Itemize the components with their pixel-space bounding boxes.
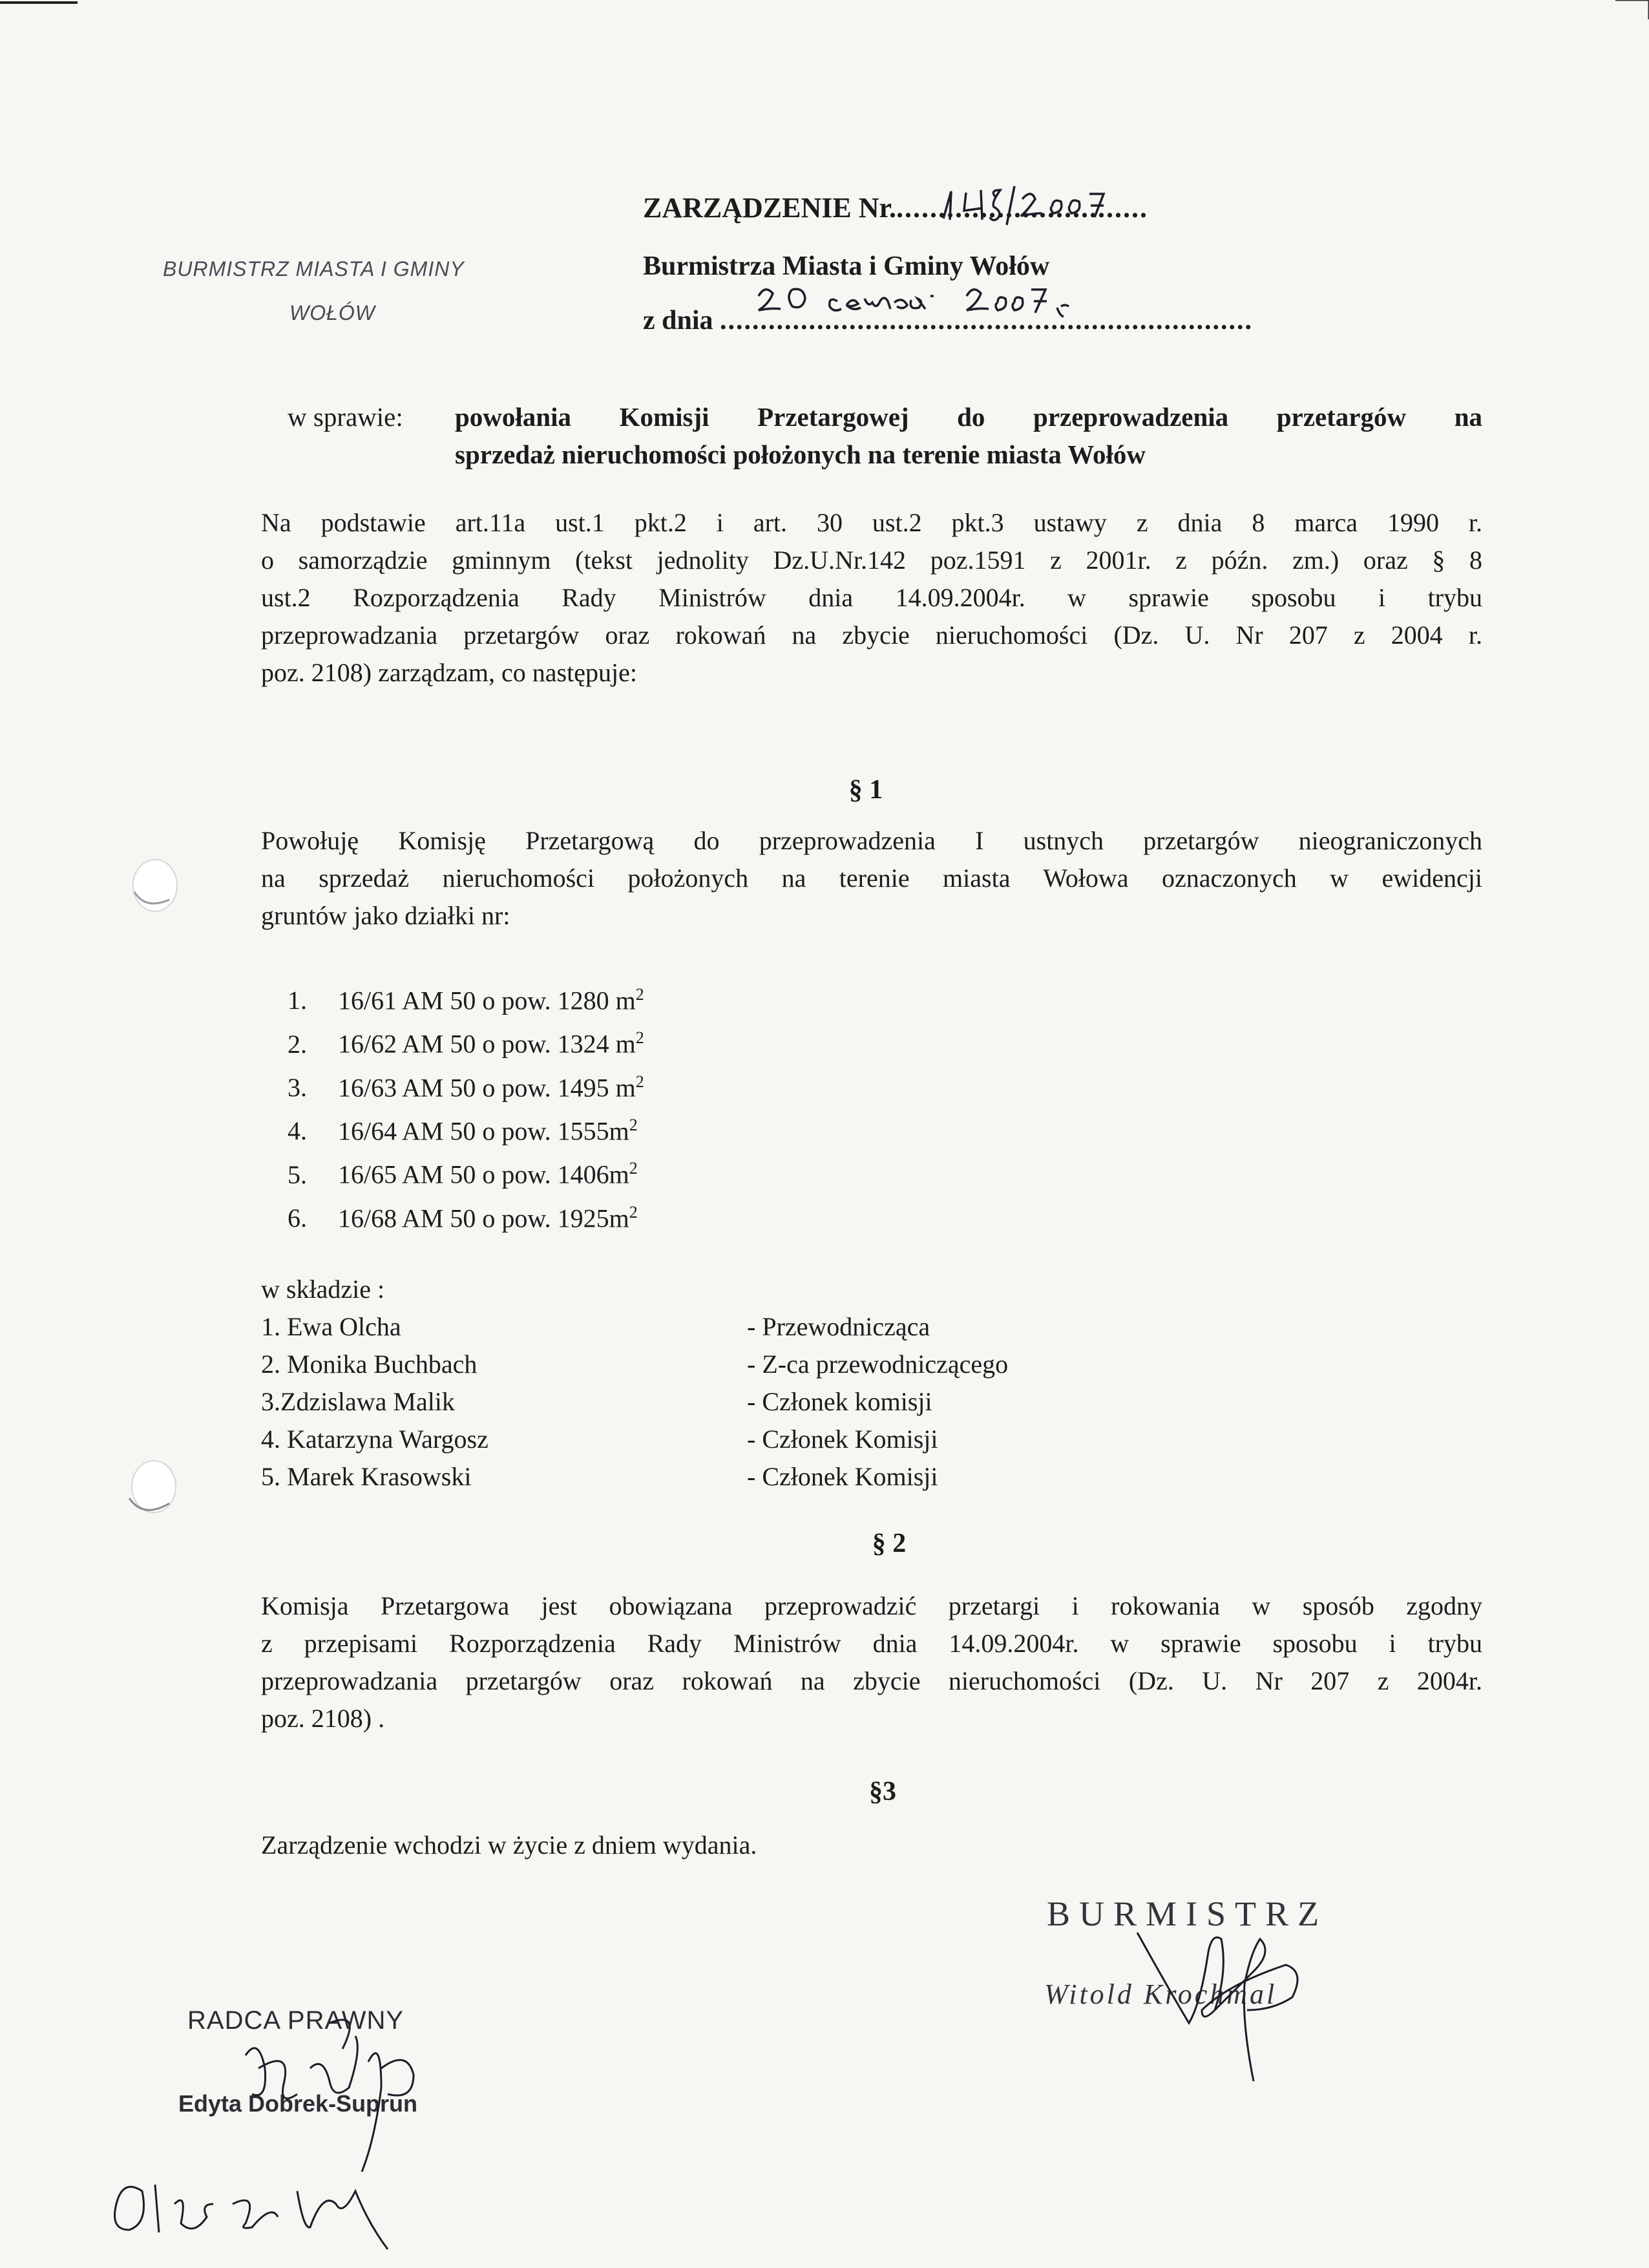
plot-list <box>288 976 644 1237</box>
member-name: 1. Ewa Olcha <box>261 1312 401 1341</box>
preamble-line: przeprowadzania przetargów oraz rokowań na zbycie nieruchomości (Dz. U. Nr 207 z 2004 r. <box>261 620 1482 650</box>
member-name: 4. Katarzyna Wargosz <box>261 1425 488 1454</box>
member-name: 5. Marek Krasowski <box>261 1462 472 1491</box>
handwritten-initials <box>103 2165 401 2262</box>
date-dots: .................................................................. <box>720 306 1254 335</box>
mayor-title: BURMISTRZ <box>1047 1894 1329 1933</box>
list-item: 2. 16/62 AM 50 o pow. 1324 $m^2$ <box>288 1028 644 1059</box>
punch-hole-bottom <box>132 1461 176 1512</box>
preamble <box>261 504 1482 692</box>
member-name: 2. Monika Buchbach <box>261 1350 478 1379</box>
member-roles <box>747 1308 1008 1496</box>
preamble-line: Na podstawie art.11a ust.1 pkt.2 i art. 30 ust.2 pkt.3 ustawy z dnia 8 marca 1990 r. <box>261 508 1482 537</box>
member-role: - Członek Komisji <box>747 1425 938 1454</box>
section-1-paragraph <box>261 822 1482 935</box>
paragraph-line: Powołuję Komisję Przetargową do przeprowadzenia I ustnych przetargów nieograniczonych <box>261 826 1482 855</box>
preamble-line: ust.2 Rozporządzenia Rady Ministrów dnia 14.09.2004r. w sprawie sposobu i trybu <box>261 583 1482 612</box>
mayor-name: Witold Krochmal <box>1044 1978 1277 2010</box>
paragraph-line: z przepisami Rozporządzenia Rady Ministrów dnia 14.09.2004r. w sprawie sposobu i trybu <box>261 1629 1482 1658</box>
list-item: 4. 16/64 AM 50 o pow. $1555m^2$ <box>288 1115 638 1146</box>
handwritten-number <box>930 173 1189 231</box>
preamble-line: o samorządzie gminnym (tekst jednolity Dz.U.Nr.142 poz.1591 z 2001r. z późn. zm.) oraz § 8 <box>261 546 1482 575</box>
issuer-name: Burmistrza Miasta i Gminy Wołów <box>643 251 1050 281</box>
member-role: - Członek komisji <box>747 1387 932 1416</box>
member-names <box>261 1308 488 1496</box>
section-2-heading: § 2 <box>872 1529 907 1558</box>
member-role: - Z-ca przewodniczącego <box>747 1350 1009 1379</box>
paragraph-line: gruntów jako działki nr: <box>261 901 510 930</box>
paragraph-line: poz. 2108) . <box>261 1704 385 1733</box>
handwritten-date <box>750 270 1176 328</box>
composition-label: w składzie : <box>261 1275 385 1304</box>
counsel-signature <box>220 2010 478 2178</box>
paragraph-line: na sprzedaż nieruchomości położonych na terenie miasta Wołowa oznaczonych w ewidencji <box>261 864 1482 893</box>
member-role: - Przewodnicząca <box>747 1312 930 1341</box>
issuer-stamp-line2: WOŁÓW <box>289 301 375 324</box>
list-item: 1. 16/61 AM 50 o pow. 1280 $m^2$ <box>288 985 644 1015</box>
member-role: - Członek Komisji <box>747 1462 938 1491</box>
date-prefix: z dnia <box>643 306 713 335</box>
section-3-paragraph: Zarządzenie wchodzi w życie z dniem wydania. <box>261 1830 757 1860</box>
title-dots: .............................. <box>896 192 1149 224</box>
mayor-signature <box>1124 1913 1344 2094</box>
preamble-line: poz. 2108) zarządzam, co następuje: <box>261 658 637 687</box>
list-item: 5. 16/65 AM 50 o pow. $1406m^2$ <box>288 1159 638 1189</box>
section-2-paragraph <box>261 1587 1482 1737</box>
member-name: 3.Zdzislawa Malik <box>261 1387 455 1416</box>
list-item: 3. 16/63 AM 50 o pow. 1495 $m^2$ <box>288 1072 644 1102</box>
section-1-heading: § 1 <box>848 775 883 805</box>
paragraph-line: przeprowadzania przetargów oraz rokowań na zbycie nieruchomości (Dz. U. Nr 207 z 2004r. <box>261 1666 1482 1695</box>
counsel-title: RADCA PRAWNY <box>187 2006 404 2035</box>
subject-line2: sprzedaż nieruchomości położonych na terenie miasta Wołów <box>455 440 1146 469</box>
counsel-name: Edyta Dobrek-Suprun <box>178 2090 418 2117</box>
subject-label: w sprawie: <box>288 402 403 432</box>
list-item: 6. 16/68 AM 50 o pow. $1925m^2$ <box>288 1202 638 1233</box>
section-3-heading: §3 <box>869 1777 896 1807</box>
title-prefix: ZARZĄDZENIE Nr. <box>643 192 897 224</box>
paragraph-line: Komisja Przetargowa jest obowiązana przeprowadzić przetargi i rokowania w sposób zgodny <box>261 1591 1482 1620</box>
subject-line1: powołania Komisji Przetargowej do przeprowadzenia przetargów na <box>455 402 1482 432</box>
issuer-stamp-line1: BURMISTRZ MIASTA I GMINY <box>163 257 465 281</box>
